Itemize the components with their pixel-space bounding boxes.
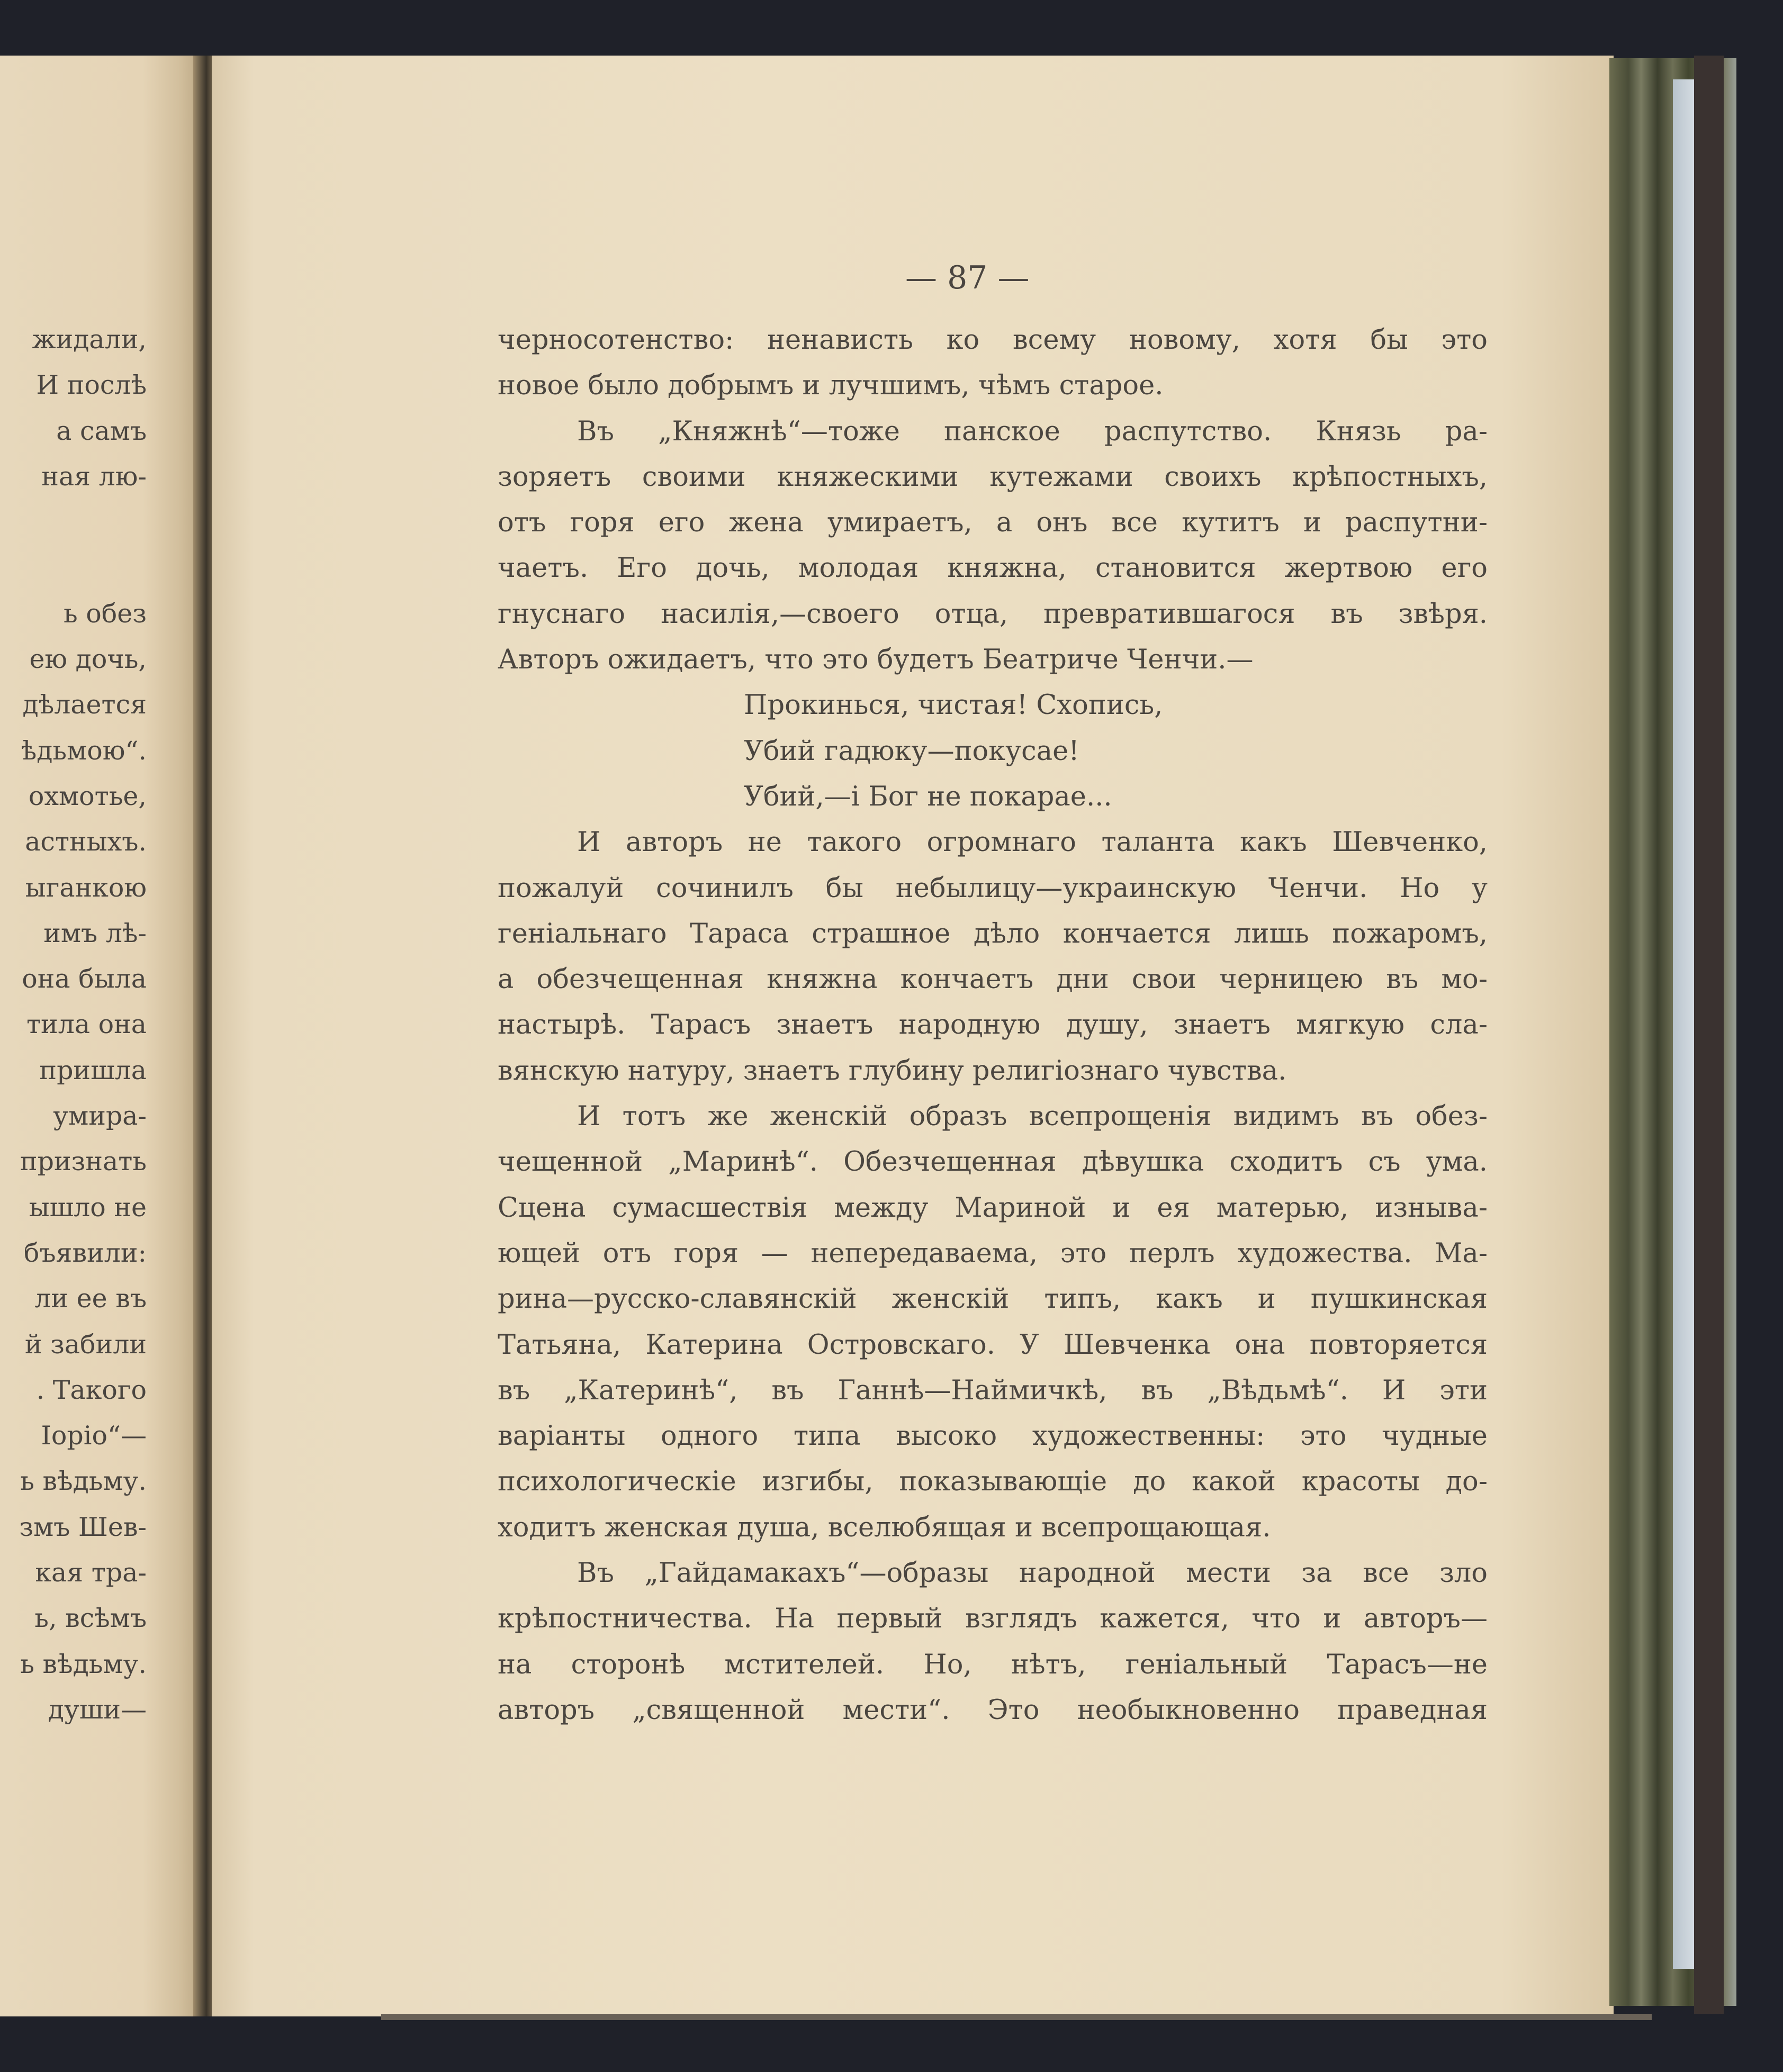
left-line: ь обез	[64, 598, 147, 629]
right-page-text	[498, 318, 1488, 1733]
left-line: Іоріо“—	[41, 1420, 147, 1451]
left-line: И послѣ	[36, 370, 147, 401]
cover-edge	[1694, 56, 1724, 2014]
text-line: чещенной „Маринѣ“. Обезчещенная дѣвушка сходитъ съ ума.	[498, 1146, 1488, 1178]
left-line: а самъ	[56, 415, 147, 446]
left-line: ышло не	[29, 1192, 147, 1223]
left-line: охмотье,	[28, 781, 147, 811]
left-line: жидали,	[32, 324, 147, 355]
text-line: черносотенство: ненависть ко всему новому, хотя бы это	[498, 324, 1488, 356]
text-line: отъ горя его жена умираетъ, а онъ все кутитъ и распутни-	[498, 507, 1488, 539]
left-line: ли ее въ	[34, 1283, 147, 1314]
left-line: дѣлается	[22, 690, 147, 720]
left-line: она была	[22, 964, 147, 994]
left-line	[19, 545, 147, 591]
text-line: Сцена сумасшествія между Мариной и ея матерью, изныва-	[498, 1192, 1488, 1224]
text-line: Въ „Княжнѣ“—тоже панское распутство. Князь ра-	[577, 415, 1488, 447]
text-line: И авторъ не такого огромнаго таланта какъ Шевченко,	[577, 827, 1488, 858]
left-line: астныхъ.	[25, 827, 147, 857]
left-line: признать	[20, 1146, 147, 1177]
left-line	[19, 500, 147, 545]
page-bottom-shadow	[381, 2014, 1652, 2020]
left-page-text	[19, 317, 147, 1733]
text-line: Авторъ ожидаетъ, что это будетъ Беатриче Ченчи.—	[498, 644, 1254, 676]
text-line: варіанты одного типа высоко художественны: это чудные	[498, 1420, 1488, 1452]
text-line: зоряетъ своими княжескими кутежами своихъ крѣпостныхъ,	[498, 461, 1488, 493]
text-line: новое было добрымъ и лучшимъ, чѣмъ старое.	[498, 370, 1164, 402]
left-line: ею дочь,	[29, 644, 147, 675]
left-line: . Такого	[36, 1374, 147, 1405]
text-line: въ „Катеринѣ“, въ Ганнѣ—Наймичкѣ, въ „Вѣдьмѣ“. И эти	[498, 1374, 1488, 1406]
left-line: ь вѣдьму.	[20, 1466, 147, 1497]
left-line: й забили	[24, 1329, 147, 1360]
left-line: ыганкою	[25, 872, 147, 903]
left-line: кая тра-	[35, 1558, 147, 1588]
verse-line: Убий гадюку—покусае!	[744, 735, 1079, 767]
text-line: Въ „Гайдамакахъ“—образы народной мести за все зло	[577, 1558, 1488, 1589]
text-line: а обезчещенная княжна кончаетъ дни свои черницею въ мо-	[498, 964, 1488, 996]
text-line: И тотъ же женскій образъ всепрощенія видимъ въ обез-	[577, 1101, 1488, 1133]
left-line: тила она	[26, 1009, 147, 1040]
verse-line: Прокинься, чистая! Схопись,	[744, 690, 1163, 721]
text-line: пожалуй сочинилъ бы небылицу—украинскую Ченчи. Но у	[498, 872, 1488, 904]
left-line: ѣдьмою“.	[21, 735, 147, 766]
left-line: бъявили:	[23, 1237, 147, 1268]
text-line: вянскую натуру, знаетъ глубину религіознаго чувства.	[498, 1055, 1287, 1087]
text-line: психологическіе изгибы, показывающіе до какой красоты до-	[498, 1466, 1488, 1498]
left-line: души—	[48, 1694, 147, 1725]
right-page	[212, 56, 1614, 2016]
left-page	[0, 56, 204, 2016]
left-line: пришла	[39, 1055, 147, 1085]
text-line: геніальнаго Тараса страшное дѣло кончается лишь пожаромъ,	[498, 918, 1488, 949]
text-line: ходитъ женская душа, вселюбящая и всепрощающая.	[498, 1512, 1271, 1543]
text-line: авторъ „священной мести“. Это необыкновенно праведная	[498, 1694, 1488, 1726]
text-line: Татьяна, Катерина Островскаго. У Шевченка она повторяется	[498, 1329, 1488, 1361]
text-line: гнуснаго насилія,—своего отца, превратившагося въ звѣря.	[498, 598, 1488, 630]
text-line: ющей отъ горя — непередаваема, это перлъ художества. Ма-	[498, 1237, 1488, 1269]
left-line: имъ лѣ-	[43, 918, 147, 948]
page-number: — 87 —	[905, 259, 1030, 296]
text-line: на сторонѣ мстителей. Но, нѣтъ, геніальный Тарасъ—не	[498, 1649, 1488, 1680]
left-line: змъ Шев-	[19, 1512, 147, 1542]
left-line: ь вѣдьму.	[20, 1649, 147, 1679]
text-line: настырѣ. Тарасъ знаетъ народную душу, знаетъ мягкую сла-	[498, 1009, 1488, 1041]
back-cover-edge	[1673, 79, 1695, 1969]
left-line: ь, всѣмъ	[34, 1603, 147, 1634]
left-line: умира-	[53, 1101, 147, 1132]
text-line: рина—русско-славянскій женскій типъ, какъ и пушкинская	[498, 1283, 1488, 1315]
verse-line: Убий,—i Бог не покарае...	[744, 781, 1112, 812]
text-line: крѣпостничества. На первый взглядъ кажется, что и авторъ—	[498, 1603, 1488, 1635]
text-line: чаетъ. Его дочь, молодая княжна, становится жертвою его	[498, 553, 1488, 584]
left-line: ная лю-	[41, 461, 147, 492]
